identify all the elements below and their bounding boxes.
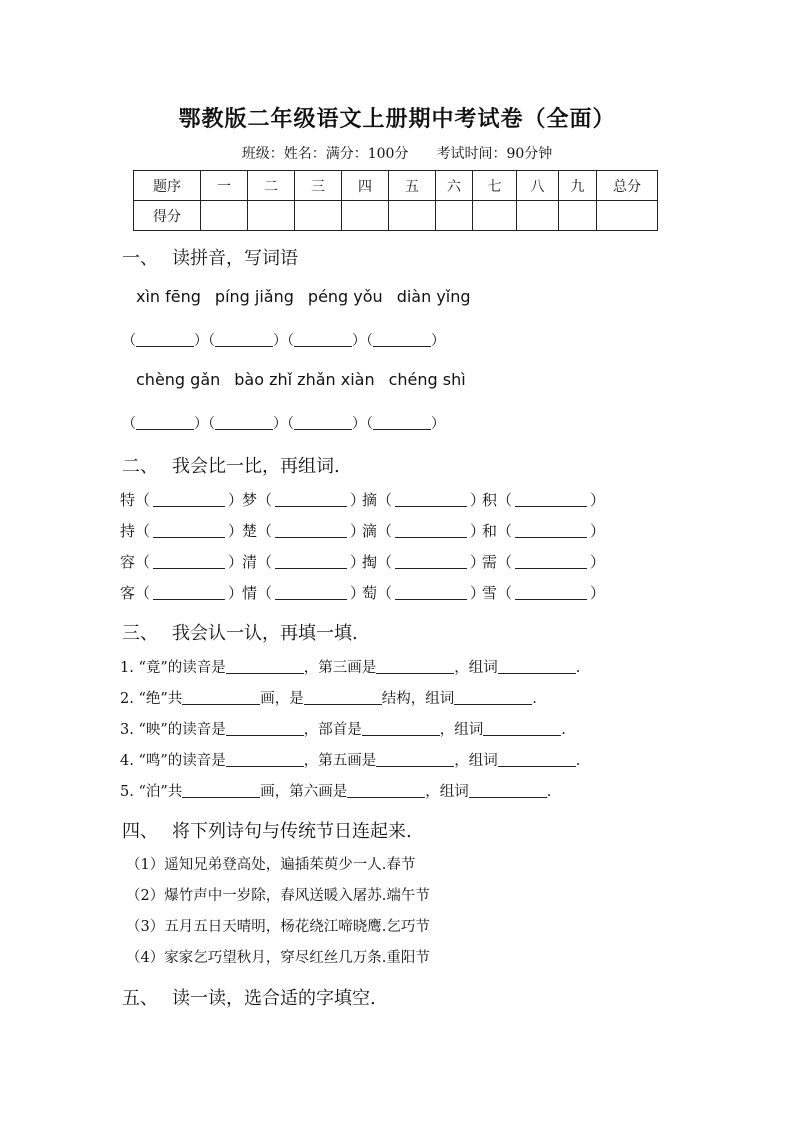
answer-blank[interactable] bbox=[153, 492, 225, 507]
compare-char: 清 bbox=[242, 553, 258, 571]
answer-blank[interactable] bbox=[515, 554, 587, 569]
poem-line: （4）家家乞巧望秋月，穿尽红丝几万条.重阳节 bbox=[126, 950, 430, 966]
score-header-cell: 四 bbox=[342, 171, 389, 201]
compare-char: 特 bbox=[120, 491, 136, 509]
compare-char: 情 bbox=[242, 584, 258, 602]
answer-blank[interactable] bbox=[226, 752, 304, 767]
question-text: 画，第六画是 bbox=[260, 784, 348, 800]
compare-char: 积 bbox=[482, 491, 498, 509]
score-table bbox=[133, 170, 658, 231]
section-number: 五、 bbox=[122, 988, 158, 1009]
score-cell[interactable] bbox=[201, 201, 248, 231]
score-header-cell: 总分 bbox=[597, 171, 658, 201]
answer-blank[interactable] bbox=[215, 415, 273, 430]
score-header-cell: 九 bbox=[559, 171, 597, 201]
compare-row: 客（ ）情（ ）萄（ ）雪（ ） bbox=[120, 584, 606, 602]
section-title: 读拼音，写词语 bbox=[172, 248, 298, 269]
compare-row: 容（ ）清（ ）掏（ ）需（ ） bbox=[120, 553, 606, 571]
answer-blank[interactable] bbox=[483, 721, 561, 736]
answer-blank[interactable] bbox=[294, 332, 352, 347]
answer-blank[interactable] bbox=[275, 585, 347, 600]
score-header-cell: 题序 bbox=[134, 171, 201, 201]
section-4-heading bbox=[122, 817, 412, 843]
question-text: . bbox=[561, 722, 566, 738]
compare-char: 摘 bbox=[362, 491, 378, 509]
score-header-cell: 七 bbox=[473, 171, 517, 201]
score-cell[interactable] bbox=[342, 201, 389, 231]
compare-char: 持 bbox=[120, 522, 136, 540]
answer-blank[interactable] bbox=[376, 659, 454, 674]
score-header-cell: 五 bbox=[389, 171, 436, 201]
question-text: 5. “泊”共 bbox=[120, 784, 183, 800]
compare-char: 楚 bbox=[242, 522, 258, 540]
pinyin-item: chéng shì bbox=[388, 370, 466, 389]
question-2 bbox=[120, 687, 537, 708]
question-text: ，第三画是 bbox=[303, 660, 377, 676]
section-2-heading bbox=[122, 452, 340, 478]
exam-info-left: 班级：姓名：满分：100分 bbox=[241, 146, 409, 162]
answer-blank[interactable] bbox=[515, 523, 587, 538]
score-header-cell: 三 bbox=[295, 171, 342, 201]
answer-blank[interactable] bbox=[395, 585, 467, 600]
score-cell[interactable] bbox=[473, 201, 517, 231]
section-number: 三、 bbox=[122, 623, 158, 644]
answer-blank[interactable] bbox=[294, 415, 352, 430]
section-number: 一、 bbox=[122, 248, 158, 269]
poem-line: （2）爆竹声中一岁除，春风送暖入屠苏.端午节 bbox=[126, 888, 430, 904]
answer-blank[interactable] bbox=[395, 523, 467, 538]
question-5 bbox=[120, 780, 551, 801]
pinyin-row-1 bbox=[136, 287, 485, 306]
answer-blank[interactable] bbox=[153, 523, 225, 538]
answer-blank[interactable] bbox=[376, 752, 454, 767]
answer-blank[interactable] bbox=[515, 585, 587, 600]
answer-blank[interactable] bbox=[498, 752, 576, 767]
pinyin-item: píng jiǎng bbox=[214, 287, 294, 306]
question-text: 画，是 bbox=[260, 691, 304, 707]
score-header-cell: 一 bbox=[201, 171, 248, 201]
section-5-heading bbox=[122, 984, 376, 1010]
answer-blank[interactable] bbox=[136, 415, 194, 430]
page-title: 鄂教版二年级语文上册期中考试卷（全面） bbox=[178, 106, 616, 132]
question-text: 1. “竟”的读音是 bbox=[120, 660, 226, 676]
answer-blank[interactable] bbox=[454, 690, 532, 705]
pinyin-item: péng yǒu bbox=[307, 287, 383, 306]
answer-blank[interactable] bbox=[226, 721, 304, 736]
answer-blank[interactable] bbox=[362, 721, 440, 736]
question-text: ，组词 bbox=[454, 753, 498, 769]
compare-char: 掏 bbox=[362, 553, 378, 571]
question-text: . bbox=[546, 784, 552, 800]
compare-char: 雪 bbox=[482, 584, 498, 602]
score-row-label: 得分 bbox=[134, 201, 201, 231]
section-title: 我会认一认，再填一填. bbox=[172, 623, 358, 644]
section-1-heading bbox=[122, 244, 298, 270]
pinyin-row-2 bbox=[136, 370, 480, 389]
poem-line: （3）五月五日天晴明，杨花绕江啼晓鹰.乞巧节 bbox=[126, 919, 430, 935]
compare-char: 梦 bbox=[242, 491, 258, 509]
section-number: 二、 bbox=[122, 456, 158, 477]
answer-blank[interactable] bbox=[469, 783, 547, 798]
question-text: . bbox=[575, 753, 581, 769]
answer-blank[interactable] bbox=[373, 332, 431, 347]
compare-char: 和 bbox=[482, 522, 498, 540]
question-text: 2. “绝”共 bbox=[120, 691, 183, 707]
answer-blank[interactable] bbox=[304, 690, 382, 705]
question-1 bbox=[120, 656, 580, 677]
pinyin-item: chèng gǎn bbox=[136, 370, 221, 389]
question-text: 3. “映”的读音是 bbox=[120, 722, 226, 738]
compare-char: 需 bbox=[482, 553, 498, 571]
answer-blank[interactable] bbox=[153, 585, 225, 600]
question-text: ，部首是 bbox=[303, 722, 362, 738]
answer-blanks-row-2: （ ）（ ）（ ）（ ） bbox=[122, 416, 445, 432]
compare-char: 客 bbox=[120, 584, 136, 602]
answer-blank[interactable] bbox=[215, 332, 273, 347]
pinyin-item: bào zhǐ zhǎn xiàn bbox=[234, 370, 375, 389]
question-text: ，组词 bbox=[454, 660, 498, 676]
score-cell[interactable] bbox=[389, 201, 436, 231]
answer-blank[interactable] bbox=[395, 492, 467, 507]
section-title: 我会比一比，再组词. bbox=[172, 456, 340, 477]
pinyin-item: diàn yǐng bbox=[396, 287, 471, 306]
compare-char: 容 bbox=[120, 553, 136, 571]
exam-info-right: 考试时间：90分钟 bbox=[436, 146, 553, 162]
answer-blank[interactable] bbox=[275, 554, 347, 569]
score-cell[interactable] bbox=[295, 201, 342, 231]
compare-row: 持（ ）楚（ ）滴（ ）和（ ） bbox=[120, 522, 606, 540]
score-cell[interactable] bbox=[559, 201, 597, 231]
section-title: 读一读，选合适的字填空. bbox=[172, 988, 376, 1009]
question-text: . bbox=[532, 691, 537, 707]
answer-blank[interactable] bbox=[136, 332, 194, 347]
question-text: ，组词 bbox=[439, 722, 484, 738]
question-text: . bbox=[575, 660, 581, 676]
score-table-score-row bbox=[134, 201, 658, 231]
answer-blank[interactable] bbox=[153, 554, 225, 569]
answer-blank[interactable] bbox=[182, 690, 260, 705]
question-text: ，第五画是 bbox=[303, 753, 377, 769]
score-table-header-row bbox=[134, 171, 658, 201]
answer-blank[interactable] bbox=[498, 659, 576, 674]
question-text: ，组词 bbox=[425, 784, 469, 800]
compare-row: 特（ ）梦（ ）摘（ ）积（ ） bbox=[120, 491, 606, 509]
pinyin-item: xìn fēng bbox=[136, 287, 201, 306]
question-3 bbox=[120, 718, 566, 739]
compare-char: 滴 bbox=[362, 522, 378, 540]
score-cell[interactable] bbox=[436, 201, 473, 231]
answer-blank[interactable] bbox=[347, 783, 425, 798]
question-text: 4. “鸣”的读音是 bbox=[120, 753, 226, 769]
answer-blank[interactable] bbox=[226, 659, 304, 674]
section-3-heading bbox=[122, 619, 358, 645]
answer-blank[interactable] bbox=[373, 415, 431, 430]
answer-blank[interactable] bbox=[395, 554, 467, 569]
answer-blank[interactable] bbox=[515, 492, 587, 507]
score-header-cell: 二 bbox=[248, 171, 295, 201]
compare-char: 萄 bbox=[362, 584, 378, 602]
score-cell[interactable] bbox=[248, 201, 295, 231]
score-header-cell: 八 bbox=[517, 171, 559, 201]
answer-blanks-row-1: （ ）（ ）（ ）（ ） bbox=[122, 333, 445, 349]
exam-info bbox=[0, 143, 794, 163]
score-cell[interactable] bbox=[517, 201, 559, 231]
poem-line: （1）遥知兄弟登高处，遍插茱萸少一人.春节 bbox=[126, 857, 416, 873]
section-title: 将下列诗句与传统节日连起来. bbox=[172, 821, 412, 842]
score-cell[interactable] bbox=[597, 201, 658, 231]
section-number: 四、 bbox=[122, 821, 158, 842]
question-4 bbox=[120, 749, 580, 770]
answer-blank[interactable] bbox=[275, 492, 347, 507]
score-header-cell: 六 bbox=[436, 171, 473, 201]
answer-blank[interactable] bbox=[275, 523, 347, 538]
answer-blank[interactable] bbox=[182, 783, 260, 798]
question-text: 结构，组词 bbox=[381, 691, 455, 707]
